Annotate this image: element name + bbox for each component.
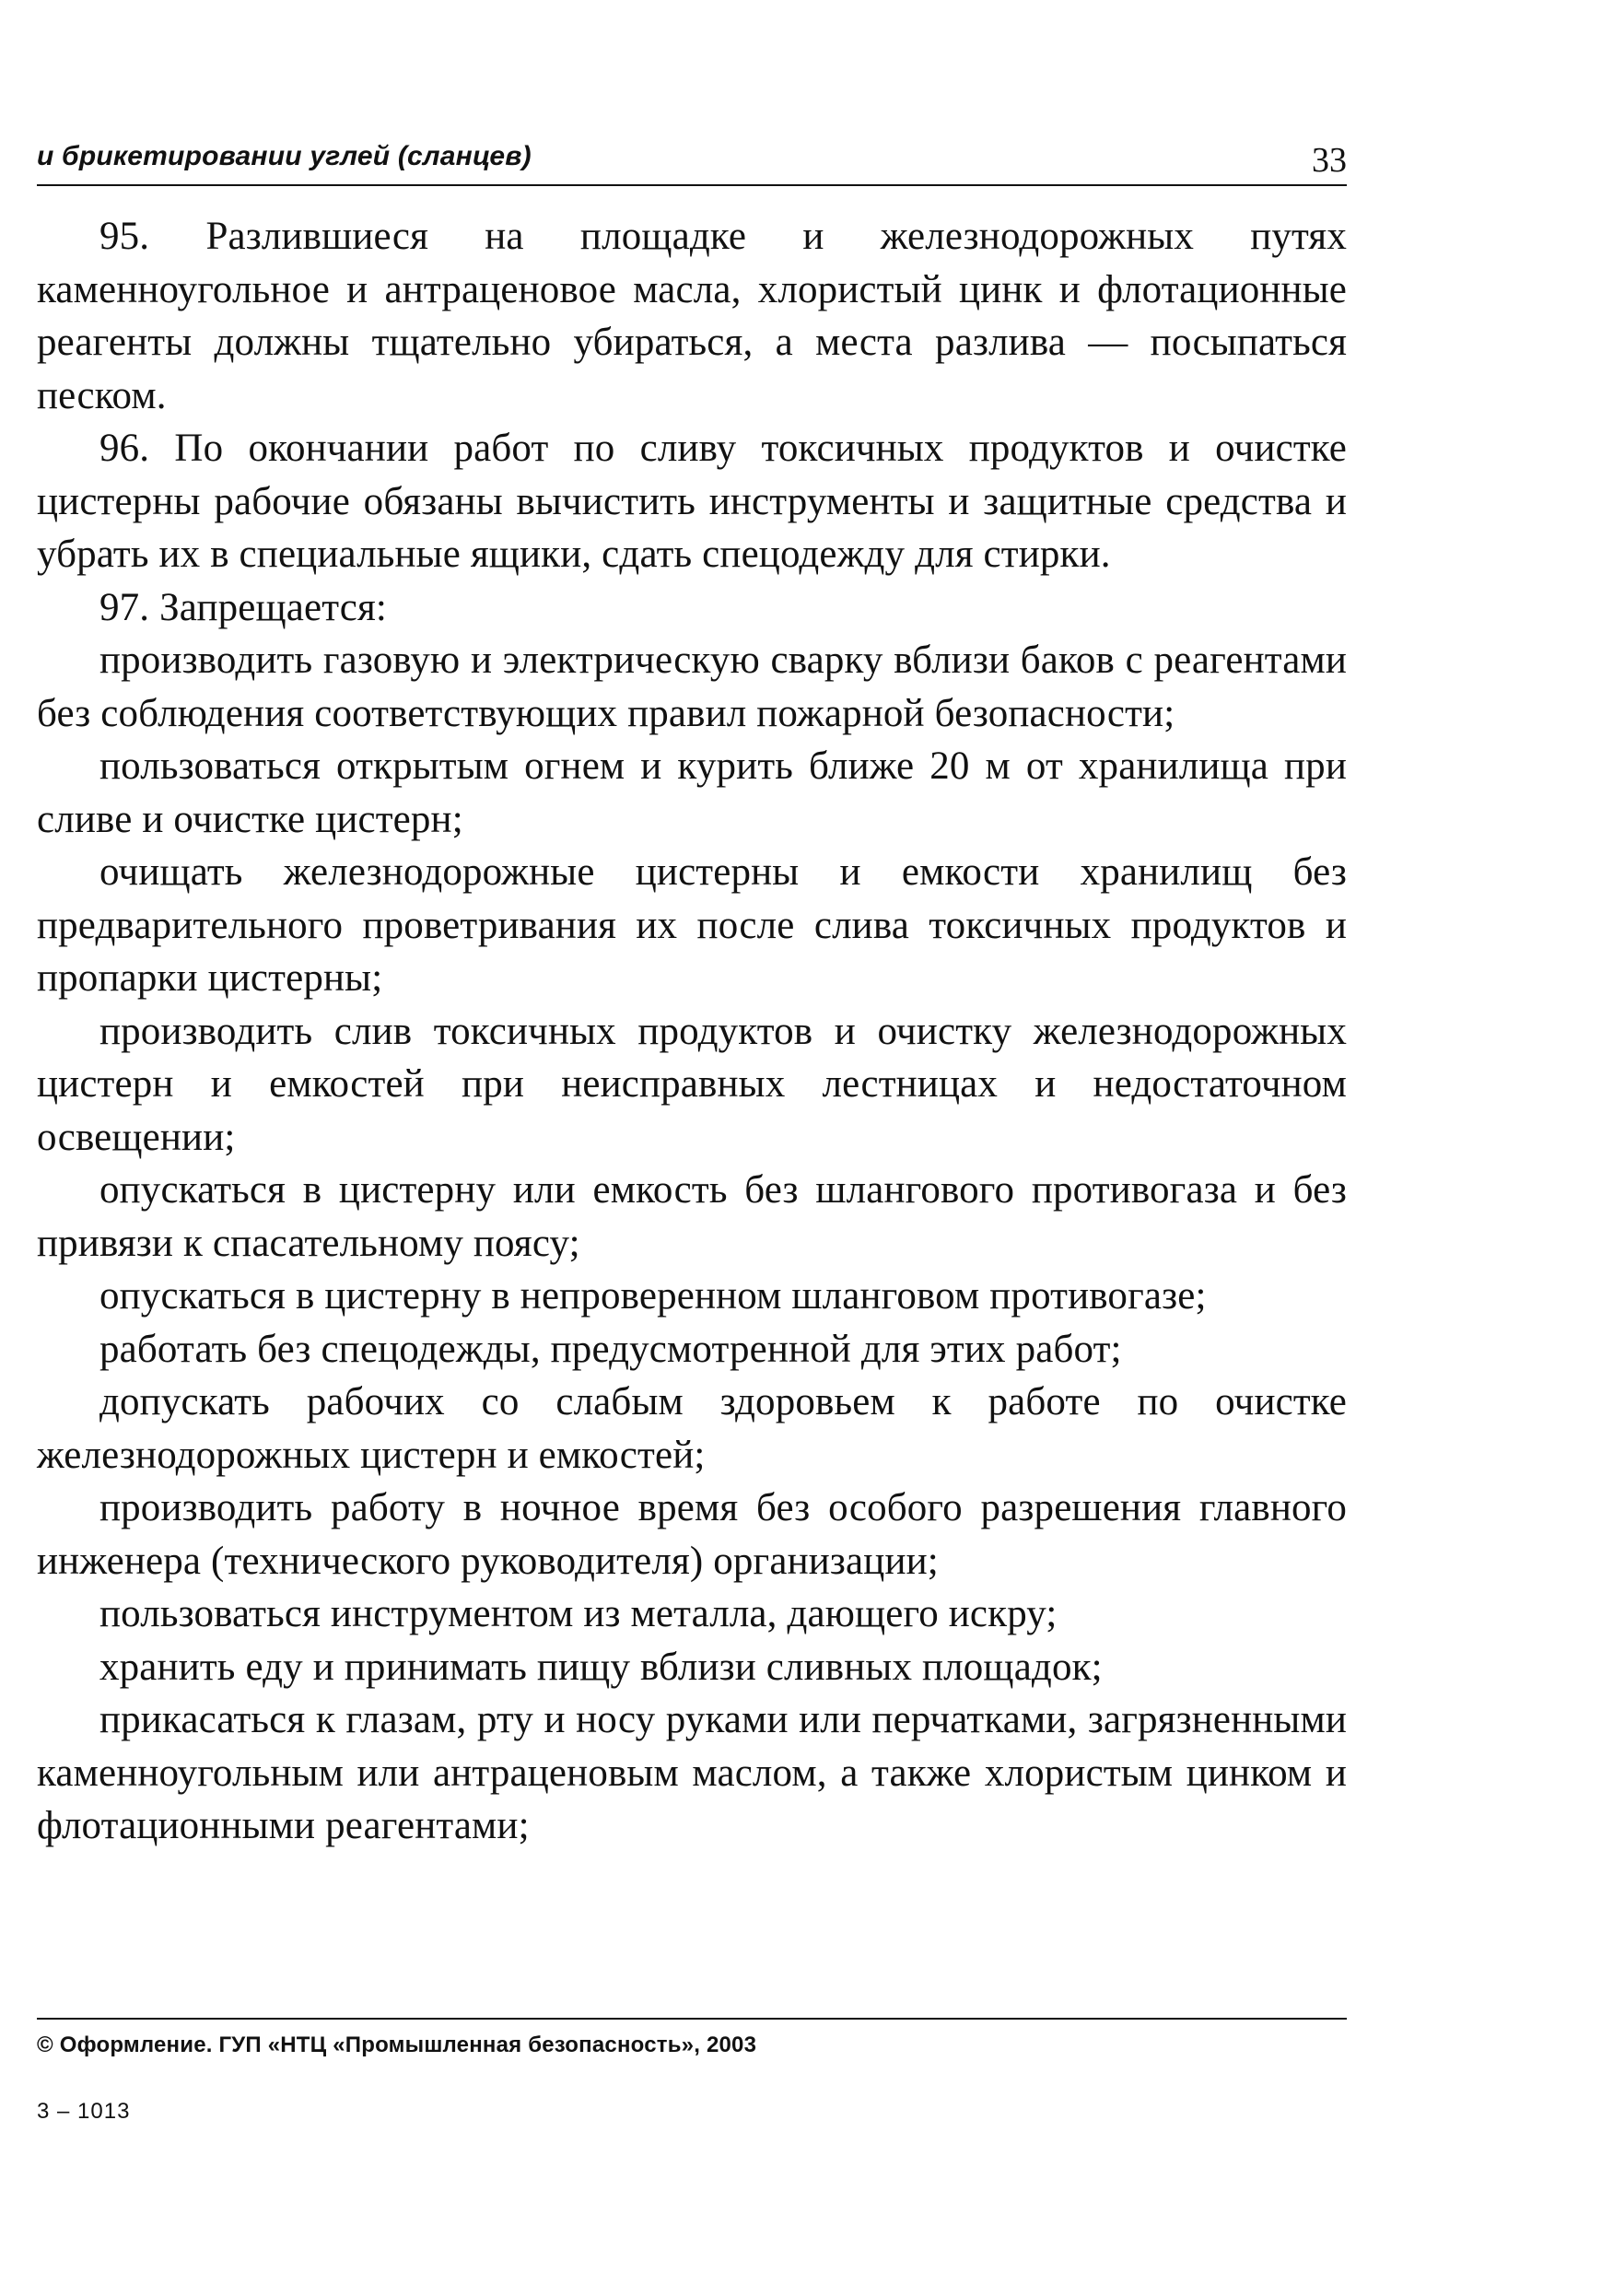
paragraph-96: 96. По окончании работ по сливу токсичных продуктов и очистке цистерны рабочие обязаны вычистить инструменты и защитные средства и убрать их в специальные ящики, сдать спецодежду для стирки. — [37, 427, 1347, 576]
prohibition-item: производить работу в ночное время без особого разрешения главного инженера (технического руководителя) организации; — [37, 1486, 1347, 1583]
prohibition-item: допускать рабочих со слабым здоровьем к работе по очистке железнодорожных цистерн и емкостей; — [37, 1380, 1347, 1477]
prohibition-item: очищать железнодорожные цистерны и емкости хранилищ без предварительного проветривания их после слива токсичных продуктов и пропарки цистерны; — [37, 850, 1347, 1000]
prohibition-item: производить газовую и электрическую сварку вблизи баков с реагентами без соблюдения соответствующих правил пожарной безопасности; — [37, 638, 1347, 735]
prohibition-item: хранить еду и принимать пищу вблизи сливных площадок; — [99, 1645, 1103, 1689]
header-rule — [37, 184, 1347, 186]
body-text — [37, 210, 1347, 1853]
prohibition-item: пользоваться инструментом из металла, дающего искру; — [99, 1592, 1058, 1635]
page-number: 33 — [1312, 141, 1347, 180]
running-title: и брикетировании углей (сланцев) — [37, 141, 532, 171]
copyright-notice: © Оформление. ГУП «НТЦ «Промышленная безопасность», 2003 — [37, 2032, 757, 2057]
prohibition-item: опускаться в цистерну в непроверенном шланговом противогазе; — [99, 1274, 1207, 1318]
prohibition-item: пользоваться открытым огнем и курить ближе 20 м от хранилища при сливе и очистке цистерн; — [37, 744, 1347, 841]
paragraph-97-heading: 97. Запрещается: — [99, 585, 387, 629]
footer-rule — [37, 2018, 1347, 2020]
running-header — [37, 138, 1347, 182]
prohibition-item: прикасаться к глазам, рту и носу руками или перчатками, загрязненными каменноугольным или антраценовым маслом, а также хлористым цинком и флотационными реагентами; — [37, 1698, 1347, 1847]
prohibition-item: производить слив токсичных продуктов и очистку железнодорожных цистерн и емкостей при неисправных лестницах и недостаточном освещении; — [37, 1009, 1347, 1159]
prohibition-item: работать без спецодежды, предусмотренной для этих работ; — [99, 1327, 1122, 1371]
print-signature-code: 3 – 1013 — [37, 2099, 131, 2124]
prohibition-item: опускаться в цистерну или емкость без шлангового противогаза и без привязи к спасательному поясу; — [37, 1168, 1347, 1265]
paragraph-95: 95. Разлившиеся на площадке и железнодорожных путях каменноугольное и антраценовое масла, хлористый цинк и флотационные реагенты должны тщательно убираться, а места разлива — посыпаться песком. — [37, 215, 1347, 417]
